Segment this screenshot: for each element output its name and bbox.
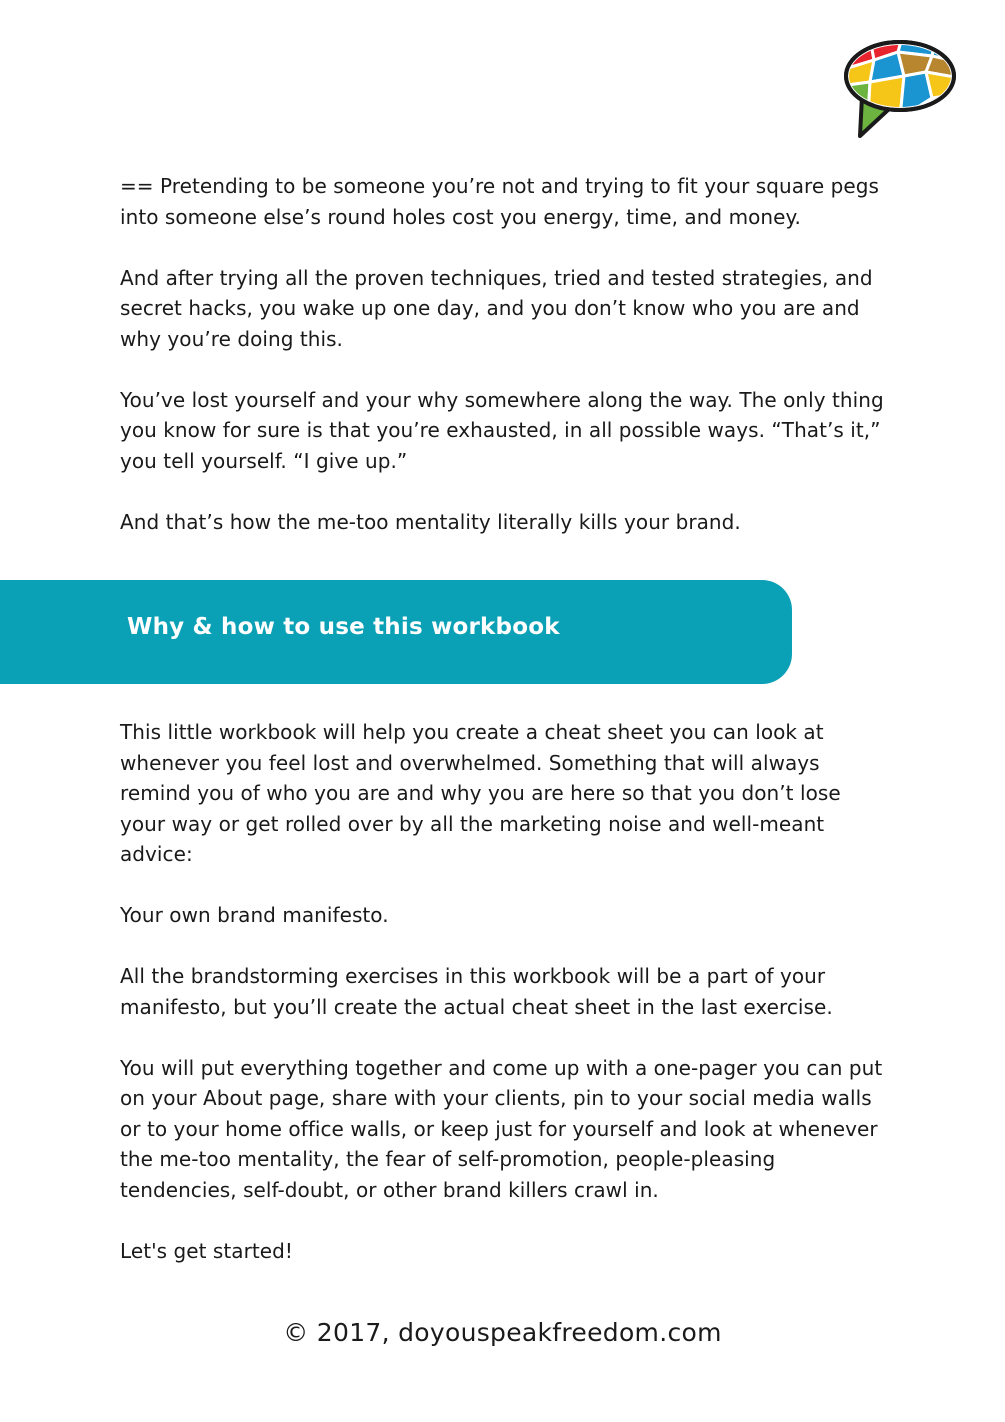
body-paragraph-2: Your own brand manifesto. bbox=[120, 903, 389, 927]
intro-paragraph-1: == Pretending to be someone you’re not and trying to fit your square pegs into someone else’s round holes cost you energy, time, and money. bbox=[120, 174, 879, 229]
intro-paragraph-3: You’ve lost yourself and your why somewhere along the way. The only thing you know for sure is that you’re exhausted, in all possible ways. “That’s it,” you tell yourself. “I give up.” bbox=[120, 387, 884, 473]
body-text bbox=[120, 717, 890, 1297]
body-paragraph-3: All the brandstorming exercises in this workbook will be a part of your manifesto, but you’ll create the actual cheat sheet in the last exercise. bbox=[120, 964, 833, 1019]
body-paragraph-1: This little workbook will help you create a cheat sheet you can look at whenever you feel lost and overwhelmed. Something that will always remind you of who you are and why you are here so that you don’t lose your way or get rolled over by all the marketing noise and well-meant advice: bbox=[120, 720, 841, 866]
intro-paragraph-2: And after trying all the proven techniques, tried and tested strategies, and secret hacks, you wake up one day, and you don’t know who you are and why you’re doing this. bbox=[120, 265, 873, 351]
section-title: Why & how to use this workbook bbox=[127, 614, 560, 640]
intro-text bbox=[120, 171, 890, 568]
section-banner bbox=[0, 580, 792, 684]
body-paragraph-4: You will put everything together and come up with a one-pager you can put on your About page, share with your clients, pin to your social media walls or to your home office walls, or keep just for yourself and look at whenever the me-too mentality, the fear of self-promotion, people-pleasing tendencies, self-doubt, or other brand killers crawl in. bbox=[120, 1055, 883, 1202]
footer-copyright: © 2017, doyouspeakfreedom.com bbox=[283, 1318, 722, 1347]
speech-bubble-mosaic-icon bbox=[840, 38, 958, 138]
body-paragraph-5: Let's get started! bbox=[120, 1238, 293, 1263]
intro-paragraph-4: And that’s how the me-too mentality literally kills your brand. bbox=[120, 509, 741, 534]
